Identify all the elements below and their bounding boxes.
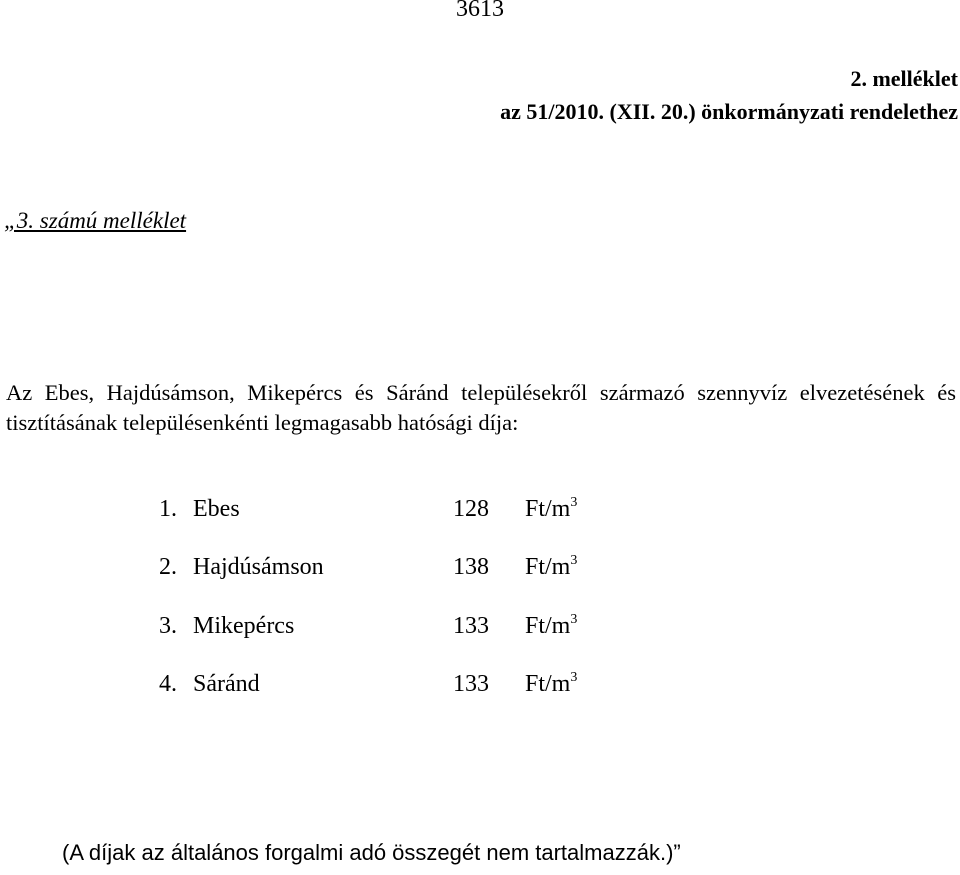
annex-reference: az 51/2010. (XII. 20.) önkormányzati rendelethez	[500, 99, 958, 124]
fee-number: 4.	[159, 671, 177, 697]
fee-settlement-name: Hajdúsámson	[193, 554, 324, 580]
fee-amount: 133	[453, 613, 489, 639]
page-number: 3613	[456, 0, 504, 22]
annex-title: „3. számú melléklet	[4, 208, 187, 233]
fee-number: 1.	[159, 496, 177, 522]
vat-footnote: (A díjak az általános forgalmi adó összegét nem tartalmazzák.)”	[62, 840, 681, 865]
fee-number: 2.	[159, 554, 177, 580]
fee-unit-exponent: 3	[570, 553, 578, 568]
fee-unit: $Ft/m^3$	[525, 553, 578, 580]
fee-number: 3.	[159, 613, 177, 639]
fee-amount: 128	[453, 496, 489, 522]
annex-label: 2. melléklet	[850, 66, 958, 91]
fee-unit: $Ft/m^3$	[525, 612, 578, 639]
fee-unit-exponent: 3	[570, 495, 578, 510]
intro-paragraph: Az Ebes, Hajdúsámson, Mikepércs és Sáránd településekről származó szennyvíz elvezetésének és tisztításának településenkénti legmagasabb hatósági díja:	[6, 380, 956, 435]
fee-unit-exponent: 3	[570, 670, 578, 685]
fee-unit: $Ft/m^3$	[525, 670, 578, 697]
fee-settlement-name: Ebes	[193, 496, 240, 522]
fee-unit: $Ft/m^3$	[525, 495, 578, 522]
fee-settlement-name: Mikepércs	[193, 613, 295, 639]
fee-unit-exponent: 3	[570, 612, 578, 627]
fee-amount: 138	[453, 554, 489, 580]
fee-amount: 133	[453, 671, 489, 697]
fee-settlement-name: Sáránd	[193, 671, 260, 697]
